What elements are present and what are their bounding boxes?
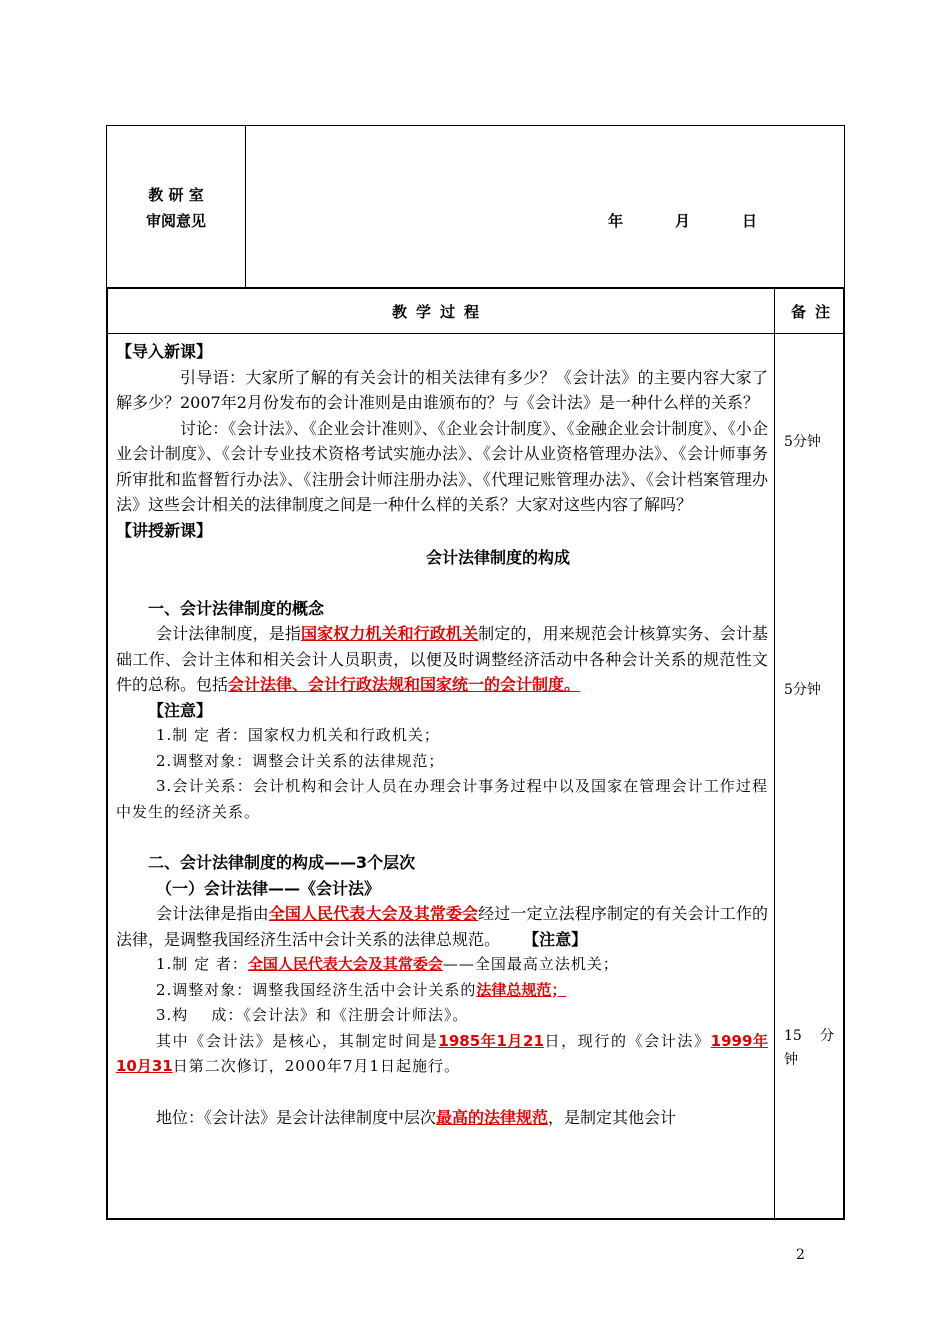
section2-note1-text: ——全国最高立法机关； [442,955,619,973]
intro-paragraph-2: 讨论：《会计法》、《企业会计准则》、《企业会计制度》、《金融企业会计制度》、《小企业会计制度》、《会计专业技术资格考试实施办法》、《会计从业资格管理办法》、《会计师事务所审批和监督暂行办法》、《注册会计师注册办法》、《代理记账管理办法》、《会计档案管理办法》这些会计相关的法律制度之间是一种什么样的关系？大家对这些内容了解吗？ [116,418,768,514]
section2-sub1: （一）会计法律——《会计法》 [156,878,381,898]
section2-p3-text-b: ，是制定其他会计 [548,1107,677,1127]
intro-paragraph-1: 引导语：大家所了解的有关会计的相关法律有多少？《会计法》的主要内容大家了解多少？2007年2月份发布的会计准则是由谁颁布的？与《会计法》是一种什么样的关系？ [116,367,768,412]
date-day: 日 [742,212,758,230]
section1-highlight-b: 会计法律、会计行政法规和国家统一的会计制度。 [228,675,581,694]
review-label-cell [107,126,246,288]
section2-highlight-a: 全国人民代表大会及其常委会 [268,904,479,923]
section2-note2-text: 2.调整对象：调整我国经济生活中会计关系的 [156,980,477,999]
review-label-line1: 教 研 室 [148,186,204,204]
review-label-line2: 审阅意见 [145,212,206,230]
section2-note-3: 3.构 成：《会计法》和《注册会计师法》。 [156,1006,469,1024]
section1-highlight-a: 国家权力机关和行政机关 [300,624,479,643]
header-divider [108,333,843,334]
section2-p2-date-2: 1999年10月31 [116,1031,768,1075]
section1-text-b: 制定的，用来规范会计核算实务、会计基础工作、会计主体和相关会计人员职责，以便及时调整经济活动中各种会计关系的规范性文件的总称。包括 [116,624,768,694]
section1-paragraph [116,621,768,698]
section1-text-a: 会计法律制度，是指 [156,624,301,643]
section2-note-1 [116,952,768,978]
lecture-heading: 【讲授新课】 [116,520,213,540]
section1-note-2: 2.调整对象：调整会计关系的法律规范； [156,751,445,770]
column-divider [774,289,775,1218]
section2-p2-text-a: 其中《会计法》是核心，其制定时间是 [156,1031,439,1050]
section2-p3-highlight: 最高的法律规范 [436,1107,549,1127]
section1-heading: 一、会计法律制度的概念 [148,598,325,618]
remark-3: 15 分钟 [784,1028,834,1068]
section2-note2-highlight: 法律总规范； [476,980,567,999]
section2-heading: 二、会计法律制度的构成——3个层次 [148,853,416,872]
section2-p2-date-1: 1985年1月21 [438,1031,544,1050]
section2-paragraph-2 [116,1029,768,1080]
remark-1: 5分钟 [784,434,821,450]
date-month: 月 [675,212,691,230]
date-year: 年 [608,212,624,230]
section1-note-3: 3.会计关系：会计机构和会计人员在办理会计事务过程中以及国家在管理会计工作过程中发生的经济关系。 [116,777,768,821]
section2-p2-text-b: 日，现行的《会计法》 [543,1031,711,1050]
intro-heading: 【导入新课】 [116,342,213,361]
process-table [106,287,845,1220]
page-number: 2 [796,1247,805,1263]
section2-paragraph [116,901,768,952]
section2-text-b: 经过一定立法程序制定的有关会计工作的法律，是调整我国经济生活中会计关系的法律总规范。 [116,904,768,949]
section1-note-1: 1.制 定 者：国家权力机关和行政机关； [156,726,440,744]
process-header-title: 教学过程 [392,303,489,321]
section2-note-heading: 【注意】 [523,929,588,949]
section2-text-a: 会计法律是指由 [156,904,269,923]
remark-2: 5分钟 [784,682,821,698]
section2-note1-highlight: 全国人民代表大会及其常委会 [247,955,443,973]
note-heading: 【注意】 [148,700,213,720]
review-table [106,125,845,288]
section2-note1-label: 1.制 定 者： [156,955,248,973]
lesson-title: 会计法律制度的构成 [425,548,570,567]
lesson-content [116,339,768,1130]
section2-p3-text-a: 地位：《会计法》是会计法律制度中层次 [156,1107,437,1127]
section2-paragraph-3 [116,1105,768,1131]
section2-p2-text-c: 日第二次修订，2000年7月1日起施行。 [172,1057,461,1075]
remark-header: 备注 [791,303,840,321]
section2-note-2 [116,978,768,1004]
